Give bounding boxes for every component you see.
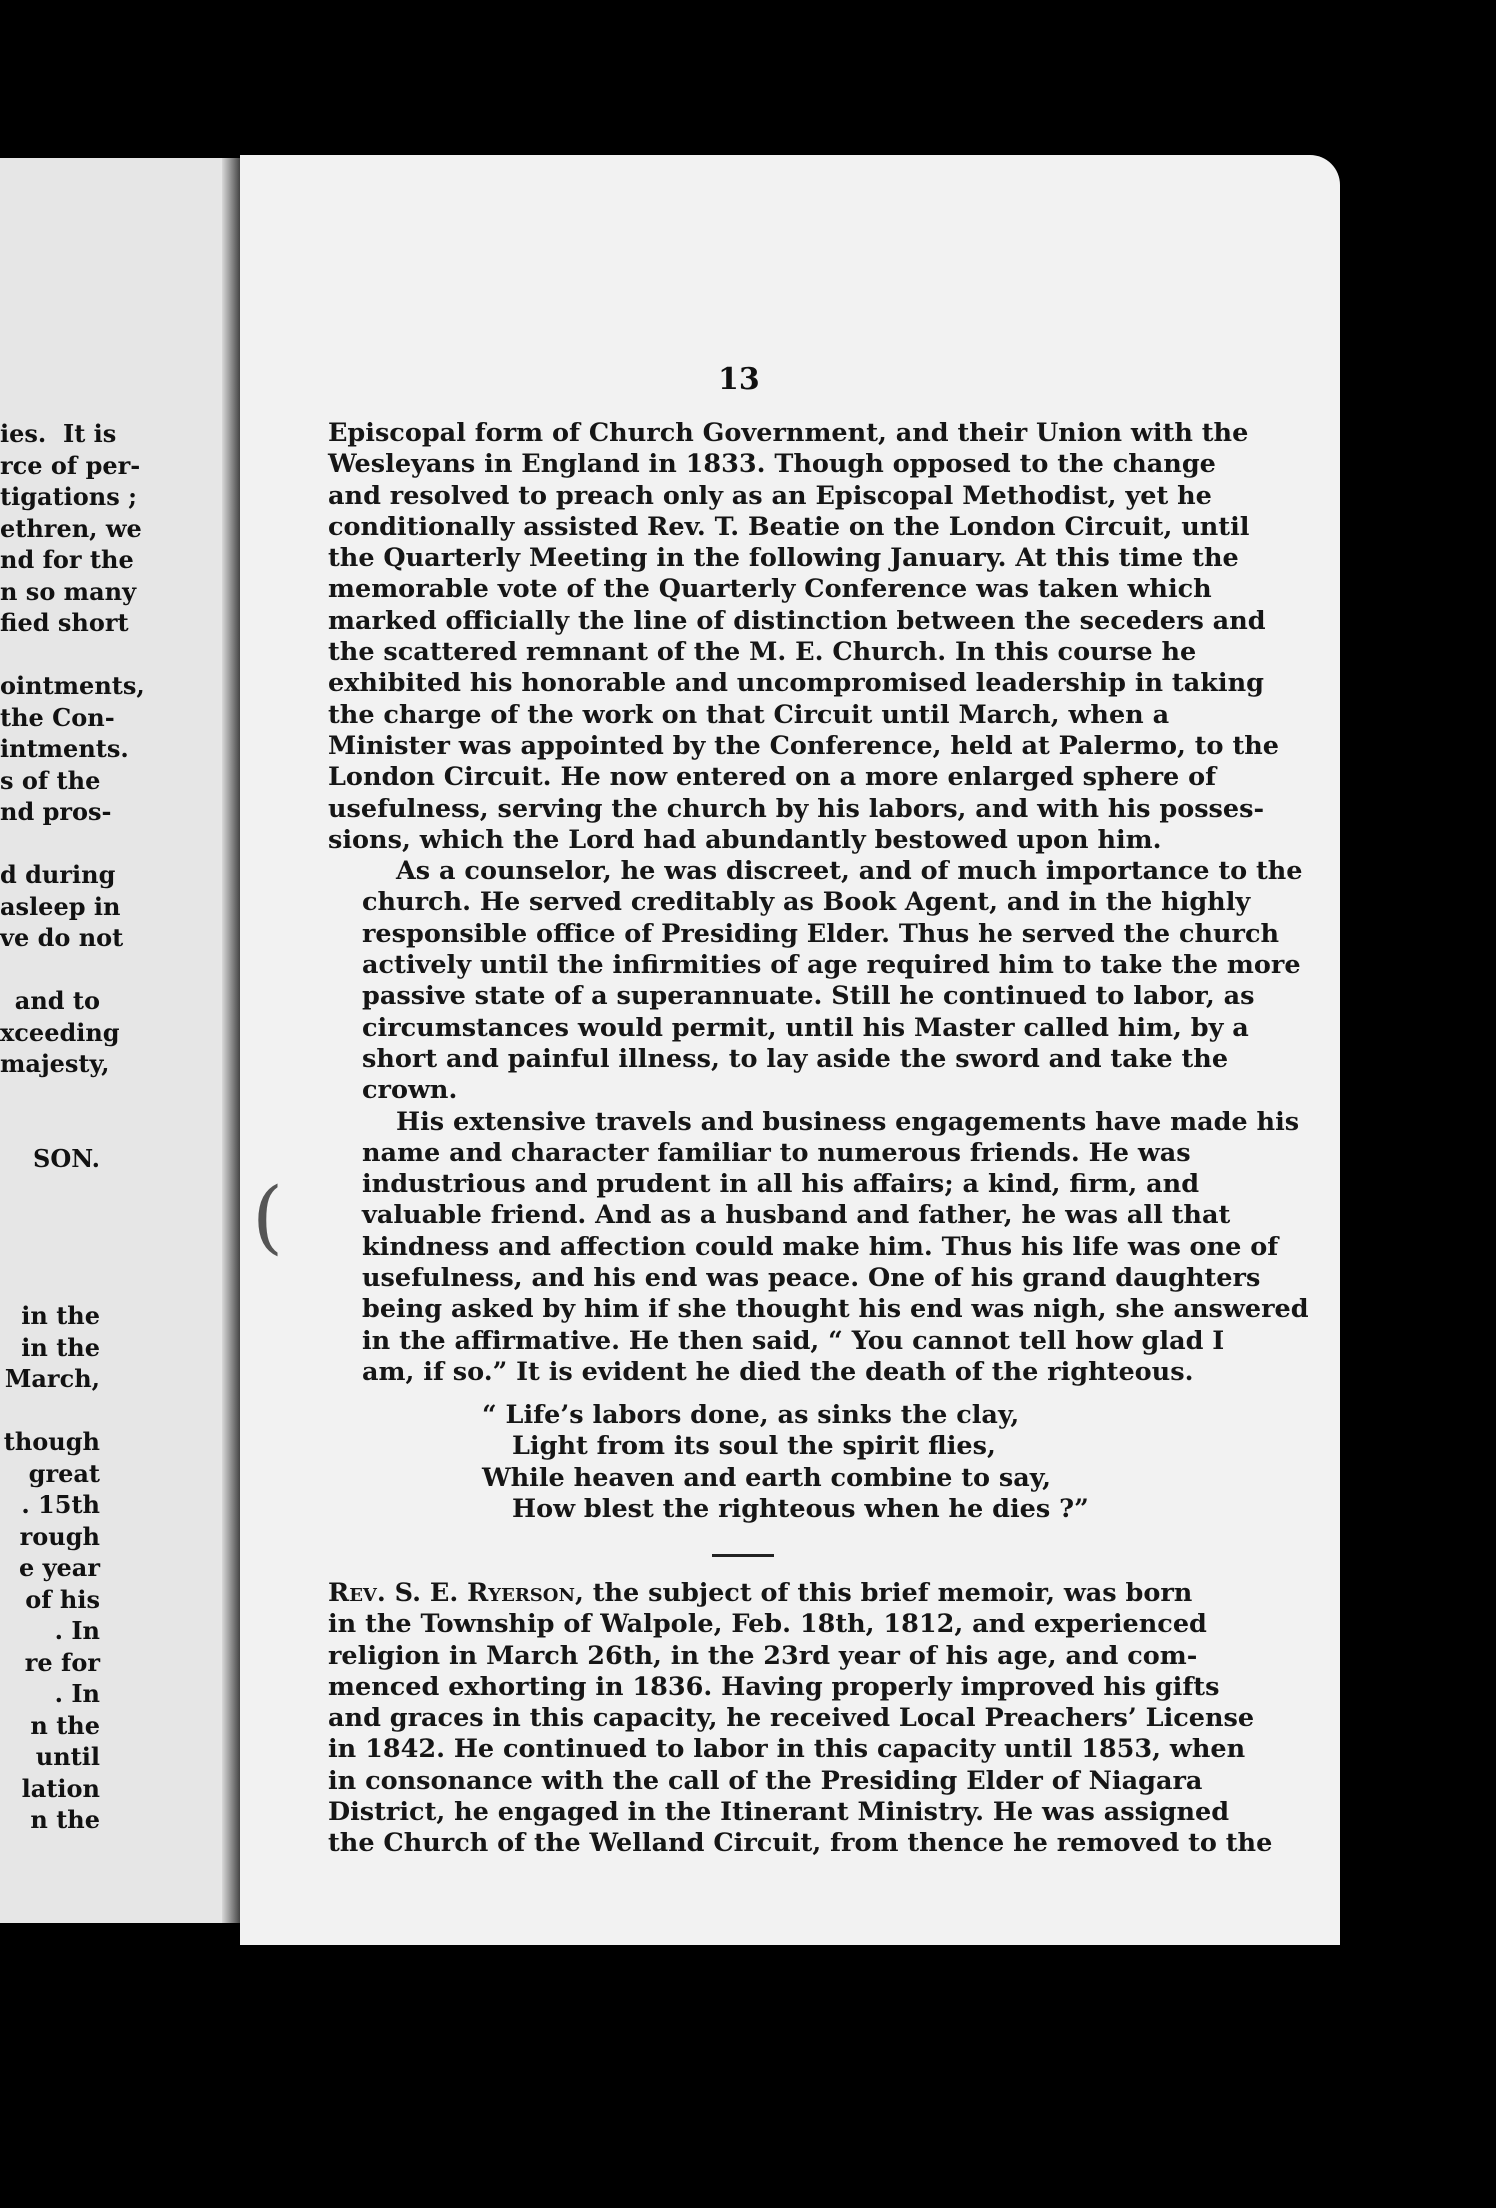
text-line: being asked by him if she thought his end was nigh, she answered — [362, 1294, 1309, 1325]
text-line: actively until the infirmities of age required him to take the more — [362, 950, 1301, 981]
text-line: Wesleyans in England in 1833. Though opposed to the change — [328, 449, 1216, 480]
text-line: in the Township of Walpole, Feb. 18th, 1812, and experienced — [328, 1609, 1207, 1640]
book-gutter — [222, 158, 242, 1923]
left-page-line — [0, 828, 100, 860]
text-line: As a counselor, he was discreet, and of much importance to the — [396, 856, 1303, 887]
left-page-line: intments. — [0, 734, 129, 763]
left-page-line — [0, 1269, 100, 1301]
text-line: valuable friend. And as a husband and father, he was all that — [362, 1200, 1231, 1231]
left-page-line: ointments, — [0, 671, 145, 700]
text-line — [328, 1578, 1193, 1609]
text-line: industrious and prudent in all his affairs; a kind, firm, and — [362, 1169, 1200, 1200]
left-page-line — [0, 1395, 100, 1427]
text-line: memorable vote of the Quarterly Conference was taken which — [328, 574, 1212, 605]
text-line: Minister was appointed by the Conference, held at Palermo, to the — [328, 730, 1279, 761]
left-page-line: lation — [21, 1773, 100, 1803]
text-line: the scattered remnant of the M. E. Church. In this course he — [328, 637, 1197, 668]
left-page-line: great — [28, 1458, 100, 1488]
left-page-line — [0, 1206, 100, 1238]
left-page-line: n the — [30, 1710, 100, 1740]
left-page-line — [0, 639, 100, 671]
text-line: crown. — [362, 1075, 458, 1106]
left-page-line: asleep in — [0, 891, 121, 921]
text-line: name and character familiar to numerous friends. He was — [362, 1137, 1191, 1168]
left-page-line: the Con- — [0, 702, 115, 732]
left-page-line — [0, 1111, 100, 1143]
left-page-line: d during — [0, 860, 116, 889]
memoir-paragraph — [328, 1578, 1273, 1860]
memoir-subject-name: Rev. S. E. Ryerson, — [328, 1578, 584, 1608]
text-line: exhibited his honorable and uncompromised leadership in taking — [328, 668, 1264, 699]
left-page-line: s of the — [0, 765, 101, 795]
page-number: 13 — [718, 362, 760, 397]
text-line: and resolved to preach only as an Episcopal Methodist, yet he — [328, 480, 1212, 511]
text-line: am, if so.” It is evident he died the death of the righteous. — [362, 1356, 1194, 1387]
left-page-line — [0, 954, 100, 986]
poem — [482, 1400, 1089, 1525]
text-line: His extensive travels and business engagements have made his — [396, 1106, 1300, 1137]
text-line: in the affirmative. He then said, “ You cannot tell how glad I — [362, 1325, 1225, 1356]
left-page-line: majesty, — [0, 1049, 110, 1078]
text-line: religion in March 26th, in the 23rd year of his age, and com- — [328, 1640, 1198, 1671]
paragraph-3 — [328, 1106, 1309, 1389]
text-line: usefulness, serving the church by his labors, and with his posses- — [328, 793, 1265, 824]
left-page-line: . 15th — [21, 1490, 100, 1519]
left-page-line: rough — [19, 1521, 100, 1551]
left-page-line: in the — [21, 1332, 100, 1362]
left-page-line: rce of per- — [0, 450, 141, 480]
poem-line: How blest the righteous when he dies ?” — [512, 1493, 1089, 1524]
left-page-line: nd for the — [0, 545, 134, 574]
text-line: Episcopal form of Church Government, and their Union with the — [328, 418, 1249, 448]
page-body — [328, 418, 1309, 1388]
left-page-line — [0, 1237, 100, 1269]
text-line: marked officially the line of distinction between the seceders and — [328, 605, 1266, 636]
left-page-line: of his — [25, 1584, 100, 1614]
text-fragment: the subject of this brief memoir, was born — [583, 1578, 1193, 1608]
left-page-line — [0, 1174, 100, 1206]
text-line: in 1842. He continued to labor in this capacity until 1853, when — [328, 1734, 1246, 1765]
left-page-line: and to — [14, 986, 100, 1015]
text-line: conditionally assisted Rev. T. Beatie on the London Circuit, until — [328, 511, 1250, 542]
left-page-line: . In — [54, 1679, 100, 1708]
left-page-line: ve do not — [0, 923, 124, 952]
left-page-line: until — [35, 1742, 100, 1771]
left-page-line: n the — [30, 1805, 100, 1834]
text-line: sions, which the Lord had abundantly bestowed upon him. — [328, 824, 1162, 855]
left-page-line: fied short — [0, 608, 129, 637]
text-line: responsible office of Presiding Elder. Thus he served the church — [362, 918, 1280, 949]
left-page-line: ies. It is — [0, 419, 117, 448]
paragraph-2 — [328, 856, 1303, 1106]
text-line: the charge of the work on that Circuit until March, when a — [328, 699, 1170, 730]
text-line: District, he engaged in the Itinerant Ministry. He was assigned — [328, 1797, 1230, 1828]
left-page-line: nd pros- — [0, 797, 112, 826]
pencil-mark: ( — [252, 1170, 284, 1263]
left-page-line: re for — [24, 1647, 100, 1677]
poem-line: While heaven and earth combine to say, — [482, 1462, 1052, 1493]
left-page-line: March, — [4, 1364, 100, 1393]
left-page-line: n so many — [0, 576, 137, 606]
text-line: usefulness, and his end was peace. One of his grand daughters — [362, 1263, 1261, 1294]
text-line: menced exhorting in 1836. Having properly improved his gifts — [328, 1671, 1220, 1702]
text-line: church. He served creditably as Book Agent, and in the highly — [362, 887, 1251, 918]
left-page-line: though — [3, 1427, 100, 1456]
poem-line: Light from its soul the spirit flies, — [512, 1431, 996, 1462]
left-page-line: in the — [21, 1301, 100, 1330]
text-line: in consonance with the call of the Presiding Elder of Niagara — [328, 1765, 1203, 1796]
text-line: the Quarterly Meeting in the following January. At this time the — [328, 543, 1239, 574]
text-line: the Church of the Welland Circuit, from thence he removed to the — [328, 1828, 1273, 1859]
left-page-line: SON. — [33, 1143, 100, 1173]
text-line: kindness and affection could make him. Thus his life was one of — [362, 1231, 1279, 1262]
left-page-line: e year — [18, 1553, 100, 1582]
left-page-line: tigations ; — [0, 482, 137, 511]
text-line: London Circuit. He now entered on a more enlarged sphere of — [328, 762, 1217, 793]
paragraph-1 — [328, 418, 1279, 856]
poem-line: “ Life’s labors done, as sinks the clay, — [482, 1400, 1020, 1430]
left-page-line — [0, 1080, 100, 1112]
text-line: passive state of a superannuate. Still he continued to labor, as — [362, 981, 1255, 1012]
left-page-line: ethren, we — [0, 513, 142, 543]
section-divider — [712, 1554, 774, 1557]
left-page-text — [0, 418, 145, 1836]
text-line: short and painful illness, to lay aside the sword and take the — [362, 1043, 1229, 1074]
left-page-line: . In — [54, 1616, 100, 1645]
left-page-line: xceeding — [0, 1017, 120, 1047]
text-line: and graces in this capacity, he received Local Preachers’ License — [328, 1703, 1255, 1734]
text-line: circumstances would permit, until his Master called him, by a — [362, 1012, 1249, 1043]
